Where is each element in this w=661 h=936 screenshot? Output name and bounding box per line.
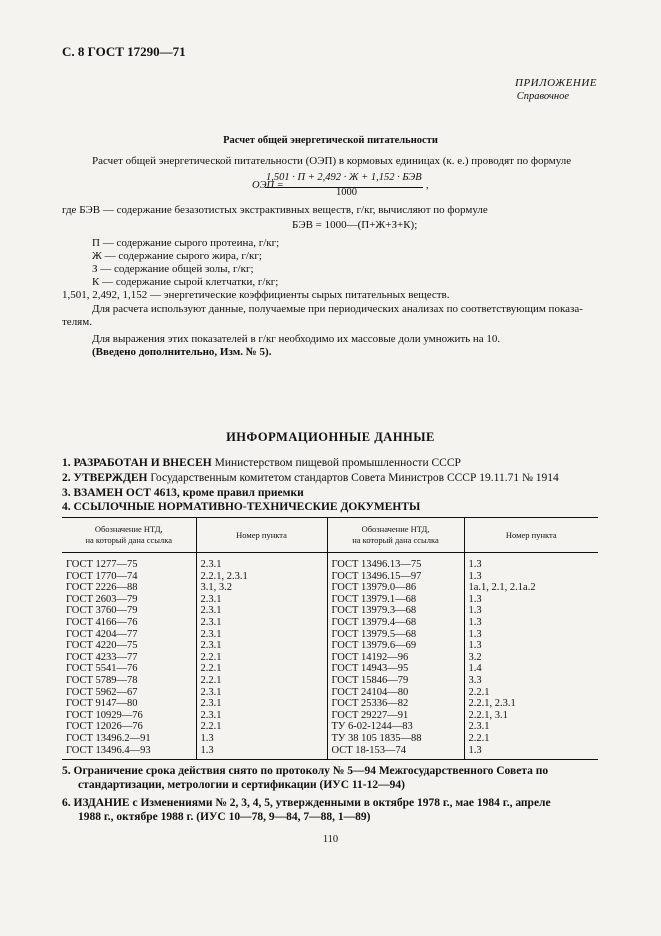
table-cell: 1.3 xyxy=(464,594,598,606)
table-row xyxy=(62,640,598,652)
item-number: 4. xyxy=(62,501,71,513)
def-fiber: К — содержание сырой клетчатки, г/кг; xyxy=(92,276,279,288)
info-item-2 xyxy=(62,471,559,485)
table-cell: 2.3.1 xyxy=(196,710,327,722)
table-body xyxy=(62,553,598,760)
table-cell: ТУ 38 105 1835—88 xyxy=(327,733,464,745)
table-cell: 2.3.1 xyxy=(196,698,327,710)
table-cell: ГОСТ 13496.4—93 xyxy=(62,745,196,760)
col-header-item: Номер пункта xyxy=(464,518,598,553)
table-row xyxy=(62,617,598,629)
table-row xyxy=(62,710,598,722)
table-cell: ГОСТ 13496.13—75 xyxy=(327,553,464,571)
table-cell: 2.2.1 xyxy=(196,652,327,664)
item-number: 1. xyxy=(62,457,71,469)
table-cell: ГОСТ 13979.5—68 xyxy=(327,629,464,641)
col-header-ntd: Обозначение НТД, на который дана ссылка xyxy=(62,518,196,553)
info-item-4 xyxy=(62,500,420,514)
page-header: С. 8 ГОСТ 17290—71 xyxy=(62,44,186,59)
appendix-sublabel: Справочное xyxy=(516,91,569,102)
table-cell: ГОСТ 13979.6—69 xyxy=(327,640,464,652)
table-cell: 2.2.1 xyxy=(464,733,598,745)
table-cell: ГОСТ 13979.1—68 xyxy=(327,594,464,606)
table-cell: ГОСТ 4233—77 xyxy=(66,651,138,663)
table-row xyxy=(62,571,598,583)
table-row xyxy=(62,605,598,617)
table-row xyxy=(62,698,598,710)
info-item-6-line-1: 6. ИЗДАНИЕ с Изменениями № 2, 3, 4, 5, утвержденными в октябре 1978 г., мае 1984 г., апреле xyxy=(62,797,551,809)
table-row xyxy=(62,663,598,675)
table-cell: ТУ 6-02-1244—83 xyxy=(327,721,464,733)
usage-line-2: телям. xyxy=(62,316,92,328)
table-cell: ГОСТ 13979.0—86 xyxy=(327,582,464,594)
table-cell: 2.2.1 xyxy=(464,687,598,699)
table-cell: 1а.1, 2.1, 2.1а.2 xyxy=(464,582,598,594)
table-cell: 2.2.1, 3.1 xyxy=(464,710,598,722)
col-header-item: Номер пункта xyxy=(196,518,327,553)
bev-formula: БЭВ = 1000—(П+Ж+З+К); xyxy=(292,219,418,231)
table-cell: ГОСТ 5789—78 xyxy=(66,674,138,686)
coef-line: 1,501, 2,492, 1,152 — энергетические коэффициенты сырых питательных веществ. xyxy=(62,289,450,301)
table-cell: ГОСТ 15846—79 xyxy=(327,675,464,687)
table-cell: 2.3.1 xyxy=(196,629,327,641)
def-ash: З — содержание общей золы, г/кг; xyxy=(92,263,254,275)
intro-note: (Введено дополнительно, Изм. № 5). xyxy=(92,346,272,358)
table-row xyxy=(62,629,598,641)
item-number: 2. xyxy=(62,472,71,484)
table-cell: 1.3 xyxy=(464,605,598,617)
table-cell: ГОСТ 9147—80 xyxy=(66,698,138,710)
table-row xyxy=(62,687,598,699)
info-item-5-line-2: стандартизации, метрологии и сертификации (ИУС 11-12—94) xyxy=(78,779,405,791)
table-cell: 3.1, 3.2 xyxy=(196,582,327,594)
item-bold: ВЗАМЕН ОСТ 4613, кроме правил приемки xyxy=(73,487,304,499)
page-number: 110 xyxy=(322,834,339,845)
table-cell: ГОСТ 4220—75 xyxy=(66,640,138,652)
table-cell: ГОСТ 5541—76 xyxy=(66,663,138,675)
table-cell: 1.3 xyxy=(464,629,598,641)
col-header-ntd: Обозначение НТД, на который дана ссылка xyxy=(327,518,464,553)
table-cell: 2.2.1, 2.3.1 xyxy=(196,571,327,583)
table-cell: 1.3 xyxy=(464,640,598,652)
table-cell: ГОСТ 25336—82 xyxy=(327,698,464,710)
table-cell: ГОСТ 12026—76 xyxy=(66,721,143,733)
table-cell: 2.3.1 xyxy=(196,594,327,606)
table-cell: 3.2 xyxy=(464,652,598,664)
table-cell: 1.4 xyxy=(464,663,598,675)
table-cell: 1.3 xyxy=(464,745,598,760)
table-cell: 2.2.1 xyxy=(196,663,327,675)
table-row xyxy=(62,721,598,733)
info-item-6-line-2: 1988 г., октябре 1988 г. (ИУС 10—78, 9—84, 7—88, 1—89) xyxy=(78,811,371,823)
table-header-row xyxy=(62,518,598,553)
info-title: ИНФОРМАЦИОННЫЕ ДАННЫЕ xyxy=(226,430,435,444)
formula-comma: , xyxy=(426,180,429,191)
table-cell: ГОСТ 24104—80 xyxy=(327,687,464,699)
table-cell: ГОСТ 2603—79 xyxy=(66,593,138,605)
table-cell: ГОСТ 4204—77 xyxy=(66,628,138,640)
table-cell: ГОСТ 13496.15—97 xyxy=(327,571,464,583)
table-cell: ГОСТ 4166—76 xyxy=(66,616,138,628)
table-row xyxy=(62,733,598,745)
references-table xyxy=(62,517,598,760)
table-row xyxy=(62,745,598,760)
item-number: 3. xyxy=(62,487,71,499)
def-fat: Ж — содержание сырого жира, г/кг; xyxy=(92,250,262,262)
table-cell: 2.3.1 xyxy=(196,553,327,571)
calc-intro: Расчет общей энергетической питательности (ОЭП) в кормовых единицах (к. е.) проводят по формуле xyxy=(92,155,572,167)
table-cell: ГОСТ 10929—76 xyxy=(66,709,143,721)
table-cell: ГОСТ 1770—74 xyxy=(66,570,138,582)
mult-line: Для выражения этих показателей в г/кг необходимо их массовые доли умножить на 10. xyxy=(92,333,501,345)
table-cell: ГОСТ 1277—75 xyxy=(66,559,138,570)
table-cell: 2.2.1 xyxy=(196,675,327,687)
where-line: где БЭВ — содержание безазотистых экстрактивных веществ, г/кг, вычисляют по формуле xyxy=(62,204,488,216)
table-cell: ГОСТ 3760—79 xyxy=(66,605,138,617)
table-row xyxy=(62,675,598,687)
item-bold: РАЗРАБОТАН И ВНЕСЕН xyxy=(73,457,212,469)
table-cell: 1.3 xyxy=(464,571,598,583)
table-cell: ГОСТ 13979.4—68 xyxy=(327,617,464,629)
table-cell: 2.2.1, 2.3.1 xyxy=(464,698,598,710)
table-row xyxy=(62,582,598,594)
table-cell: ГОСТ 2226—88 xyxy=(66,582,138,594)
def-protein: П — содержание сырого протеина, г/кг; xyxy=(92,237,280,249)
usage-line-1: Для расчета используют данные, получаемые при периодических анализах по соответствующим показа- xyxy=(92,303,583,315)
info-item-1 xyxy=(62,456,461,470)
table-cell: 2.3.1 xyxy=(464,721,598,733)
table-cell: ГОСТ 5962—67 xyxy=(66,686,138,698)
appendix-label: ПРИЛОЖЕНИЕ xyxy=(515,77,597,89)
table-cell: 2.3.1 xyxy=(196,640,327,652)
table-cell: 2.3.1 xyxy=(196,687,327,699)
info-item-3 xyxy=(62,486,304,500)
item-rest: Министерством пищевой промышленности СССР xyxy=(214,457,461,469)
table-cell: 1.3 xyxy=(464,553,598,571)
table-cell: 1.3 xyxy=(196,733,327,745)
formula-numerator: 1,501 · П + 2,492 · Ж + 1,152 · БЭВ xyxy=(266,172,422,183)
table-cell: 1.3 xyxy=(464,617,598,629)
table-cell: ГОСТ 13496.2—91 xyxy=(66,732,151,744)
table-cell: ГОСТ 14192—96 xyxy=(327,652,464,664)
table-cell: ОСТ 18-153—74 xyxy=(327,745,464,760)
table-cell: ГОСТ 13979.3—68 xyxy=(327,605,464,617)
info-item-5-line-1: 5. Ограничение срока действия снято по протоколу № 5—94 Межгосударственного Совета по xyxy=(62,765,549,777)
table-cell: ГОСТ 14943—95 xyxy=(327,663,464,675)
formula-lhs: ОЭП = xyxy=(252,180,284,191)
table-cell: 3.3 xyxy=(464,675,598,687)
table-row xyxy=(62,594,598,606)
item-bold: УТВЕРЖДЕН xyxy=(73,472,148,484)
formula-denominator: 1000 xyxy=(336,187,357,198)
table-cell: 1.3 xyxy=(196,745,327,760)
table-cell: 2.3.1 xyxy=(196,605,327,617)
item-rest: Государственным комитетом стандартов Совета Министров СССР 19.11.71 № 1914 xyxy=(150,472,559,484)
table-row xyxy=(62,553,598,571)
table-row xyxy=(62,652,598,664)
item-bold: ССЫЛОЧНЫЕ НОРМАТИВНО-ТЕХНИЧЕСКИЕ ДОКУМЕНТЫ xyxy=(73,501,421,513)
calc-title: Расчет общей энергетической питательности xyxy=(223,135,438,146)
table-cell: ГОСТ 29227—91 xyxy=(327,710,464,722)
table-cell: 2.3.1 xyxy=(196,617,327,629)
table-cell: 2.2.1 xyxy=(196,721,327,733)
